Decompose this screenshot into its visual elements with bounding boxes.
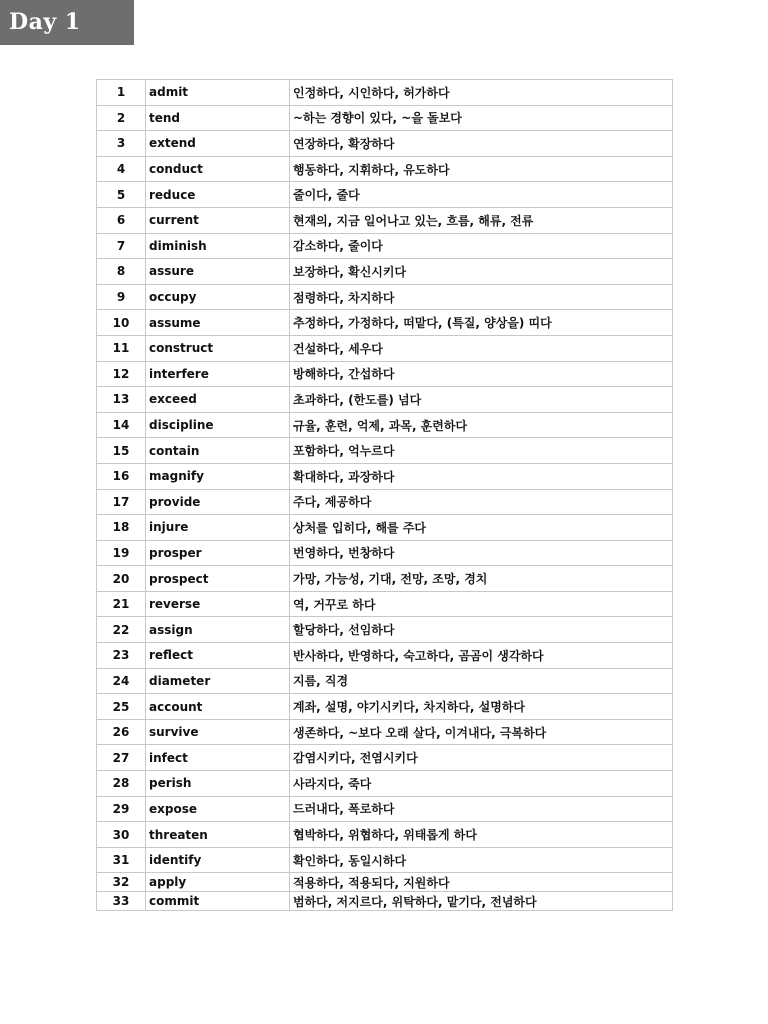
table-row xyxy=(97,182,673,208)
row-number: 20 xyxy=(97,566,146,592)
korean-meaning: ~하는 경향이 있다, ~을 돌보다 xyxy=(290,105,673,131)
english-word: diameter xyxy=(146,668,290,694)
row-number: 11 xyxy=(97,335,146,361)
korean-meaning: 적용하다, 적용되다, 지원하다 xyxy=(290,873,673,892)
korean-meaning: 역, 거꾸로 하다 xyxy=(290,591,673,617)
english-word: exceed xyxy=(146,387,290,413)
row-number: 24 xyxy=(97,668,146,694)
english-word: diminish xyxy=(146,233,290,259)
table-row xyxy=(97,771,673,797)
korean-meaning: 줄이다, 줄다 xyxy=(290,182,673,208)
table-row xyxy=(97,591,673,617)
table-row xyxy=(97,361,673,387)
row-number: 26 xyxy=(97,719,146,745)
table-row xyxy=(97,412,673,438)
row-number: 16 xyxy=(97,463,146,489)
korean-meaning: 포함하다, 억누르다 xyxy=(290,438,673,464)
korean-meaning: 범하다, 저지르다, 위탁하다, 맡기다, 전념하다 xyxy=(290,892,673,911)
korean-meaning: 할당하다, 선임하다 xyxy=(290,617,673,643)
english-word: provide xyxy=(146,489,290,515)
table-row xyxy=(97,617,673,643)
row-number: 29 xyxy=(97,796,146,822)
korean-meaning: 행동하다, 지휘하다, 유도하다 xyxy=(290,156,673,182)
vocab-table-body xyxy=(97,80,673,911)
table-row xyxy=(97,515,673,541)
korean-meaning: 방해하다, 간섭하다 xyxy=(290,361,673,387)
table-row xyxy=(97,847,673,873)
table-row xyxy=(97,80,673,106)
row-number: 33 xyxy=(97,892,146,911)
korean-meaning: 연장하다, 확장하다 xyxy=(290,131,673,157)
english-word: reverse xyxy=(146,591,290,617)
english-word: expose xyxy=(146,796,290,822)
english-word: prospect xyxy=(146,566,290,592)
table-row xyxy=(97,694,673,720)
table-row xyxy=(97,566,673,592)
table-row xyxy=(97,207,673,233)
korean-meaning: 계좌, 설명, 야기시키다, 차지하다, 설명하다 xyxy=(290,694,673,720)
row-number: 22 xyxy=(97,617,146,643)
table-row xyxy=(97,489,673,515)
vocab-table xyxy=(96,79,673,911)
table-row xyxy=(97,643,673,669)
english-word: occupy xyxy=(146,284,290,310)
english-word: magnify xyxy=(146,463,290,489)
english-word: assume xyxy=(146,310,290,336)
row-number: 30 xyxy=(97,822,146,848)
korean-meaning: 반사하다, 반영하다, 숙고하다, 곰곰이 생각하다 xyxy=(290,643,673,669)
table-row xyxy=(97,105,673,131)
korean-meaning: 생존하다, ~보다 오래 살다, 이겨내다, 극복하다 xyxy=(290,719,673,745)
english-word: survive xyxy=(146,719,290,745)
day-label: Day 1 xyxy=(0,0,134,45)
english-word: interfere xyxy=(146,361,290,387)
english-word: commit xyxy=(146,892,290,911)
korean-meaning: 규율, 훈련, 억제, 과목, 훈련하다 xyxy=(290,412,673,438)
row-number: 7 xyxy=(97,233,146,259)
english-word: identify xyxy=(146,847,290,873)
korean-meaning: 지름, 직경 xyxy=(290,668,673,694)
row-number: 21 xyxy=(97,591,146,617)
english-word: reflect xyxy=(146,643,290,669)
english-word: prosper xyxy=(146,540,290,566)
row-number: 31 xyxy=(97,847,146,873)
table-row xyxy=(97,892,673,911)
row-number: 18 xyxy=(97,515,146,541)
korean-meaning: 현재의, 지금 일어나고 있는, 흐름, 해류, 전류 xyxy=(290,207,673,233)
row-number: 9 xyxy=(97,284,146,310)
english-word: assign xyxy=(146,617,290,643)
korean-meaning: 확인하다, 동일시하다 xyxy=(290,847,673,873)
table-row xyxy=(97,438,673,464)
table-row xyxy=(97,719,673,745)
english-word: infect xyxy=(146,745,290,771)
table-row xyxy=(97,540,673,566)
korean-meaning: 상처를 입히다, 해를 주다 xyxy=(290,515,673,541)
korean-meaning: 협박하다, 위협하다, 위태롭게 하다 xyxy=(290,822,673,848)
table-row xyxy=(97,387,673,413)
korean-meaning: 점령하다, 차지하다 xyxy=(290,284,673,310)
row-number: 10 xyxy=(97,310,146,336)
english-word: current xyxy=(146,207,290,233)
korean-meaning: 주다, 제공하다 xyxy=(290,489,673,515)
korean-meaning: 초과하다, (한도를) 넘다 xyxy=(290,387,673,413)
english-word: account xyxy=(146,694,290,720)
row-number: 12 xyxy=(97,361,146,387)
row-number: 19 xyxy=(97,540,146,566)
row-number: 5 xyxy=(97,182,146,208)
english-word: conduct xyxy=(146,156,290,182)
english-word: construct xyxy=(146,335,290,361)
row-number: 23 xyxy=(97,643,146,669)
table-row xyxy=(97,463,673,489)
table-row xyxy=(97,873,673,892)
table-row xyxy=(97,310,673,336)
korean-meaning: 드러내다, 폭로하다 xyxy=(290,796,673,822)
row-number: 25 xyxy=(97,694,146,720)
korean-meaning: 번영하다, 번창하다 xyxy=(290,540,673,566)
english-word: apply xyxy=(146,873,290,892)
row-number: 1 xyxy=(97,80,146,106)
row-number: 13 xyxy=(97,387,146,413)
row-number: 32 xyxy=(97,873,146,892)
table-row xyxy=(97,259,673,285)
row-number: 27 xyxy=(97,745,146,771)
korean-meaning: 인정하다, 시인하다, 허가하다 xyxy=(290,80,673,106)
row-number: 8 xyxy=(97,259,146,285)
table-row xyxy=(97,745,673,771)
english-word: contain xyxy=(146,438,290,464)
row-number: 6 xyxy=(97,207,146,233)
row-number: 28 xyxy=(97,771,146,797)
english-word: reduce xyxy=(146,182,290,208)
korean-meaning: 보장하다, 확신시키다 xyxy=(290,259,673,285)
row-number: 3 xyxy=(97,131,146,157)
row-number: 14 xyxy=(97,412,146,438)
table-row xyxy=(97,284,673,310)
korean-meaning: 건설하다, 세우다 xyxy=(290,335,673,361)
english-word: threaten xyxy=(146,822,290,848)
korean-meaning: 추정하다, 가정하다, 떠맡다, (특질, 양상을) 띠다 xyxy=(290,310,673,336)
english-word: injure xyxy=(146,515,290,541)
english-word: discipline xyxy=(146,412,290,438)
table-row xyxy=(97,233,673,259)
english-word: admit xyxy=(146,80,290,106)
korean-meaning: 감염시키다, 전염시키다 xyxy=(290,745,673,771)
row-number: 2 xyxy=(97,105,146,131)
table-row xyxy=(97,668,673,694)
english-word: assure xyxy=(146,259,290,285)
english-word: tend xyxy=(146,105,290,131)
row-number: 4 xyxy=(97,156,146,182)
korean-meaning: 감소하다, 줄이다 xyxy=(290,233,673,259)
table-row xyxy=(97,335,673,361)
row-number: 15 xyxy=(97,438,146,464)
english-word: perish xyxy=(146,771,290,797)
table-row xyxy=(97,131,673,157)
table-row xyxy=(97,796,673,822)
row-number: 17 xyxy=(97,489,146,515)
table-row xyxy=(97,822,673,848)
korean-meaning: 가망, 가능성, 기대, 전망, 조망, 경치 xyxy=(290,566,673,592)
english-word: extend xyxy=(146,131,290,157)
korean-meaning: 사라지다, 죽다 xyxy=(290,771,673,797)
table-row xyxy=(97,156,673,182)
korean-meaning: 확대하다, 과장하다 xyxy=(290,463,673,489)
